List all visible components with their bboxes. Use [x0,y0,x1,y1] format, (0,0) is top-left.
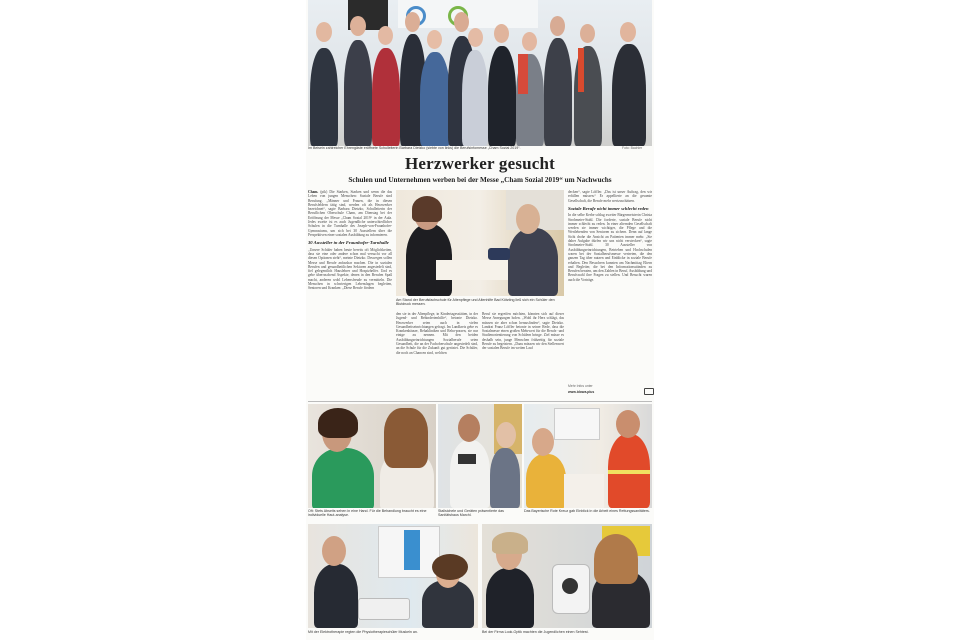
web-icon [644,388,654,395]
medical-supply-photo [438,404,522,508]
more-info-link[interactable]: www.idowa.plus [568,390,595,394]
skin-analysis-caption: Oft: Stets Abseits sehen in eine Hand. Für die Behandlung braucht es eine individuelle Haut-analyse. [308,509,427,518]
more-info-label: Mehr Infos unter [568,384,593,388]
column-4-text: decken“, sagte Löffler. „Das ist unser Auftrag, den wir erfüllen müssen.“ Er appellierte an die gesamte Gesellschaft, die Berufe mehr wertzuschätzen. [568,190,652,203]
divider [308,401,652,402]
electrotherapy-photo [308,524,478,628]
column-1-text: „Unsere Schüler haben heute bereits oft Möglichkeiten, dass sie eine oder andere schon mal versucht vor all diesen Optionen steht“, meinte Dietzko. Deswegen sollen Messe und Berufe anfassbar machen. Die in sozialen Berufen und gesundheitlichen Sektoren angesiedelt sind, fiel gelegentlich Hauslehrer und Hospizhelfer. Und es gebe überraschend Aspekte, denen in den Berufen Spaß macht, anderen wohl Lebensfreude zu vermitteln. Die Menschen in schwierigen Lebenslagen begleiten, Senioren und Kranken: „Diese Berufe fördern [308,247,392,291]
newspaper-clipping [306,0,654,640]
column-4-subhead: Soziale Berufe nicht immer schlecht reden [568,205,649,211]
eye-test-caption: Bei der Firma Look-Optik machten die Jugendlichen einen Sehtest. [482,630,589,634]
dateline: Cham. [308,190,319,194]
article-column-1 [308,190,392,400]
skin-analysis-photo [308,404,436,508]
article-column-4 [568,190,652,382]
blood-pressure-caption: Am Stand der Berufsfachschule für Altenpflege und Altenhilfe Bad Kötzting ließ sich ein Schüler den Blutdruck messen. [396,298,555,307]
subheadline: Schulen und Unternehmen werben bei der Messe „Cham Sozial 2019“ um Nachwuchs [348,176,612,184]
group-photo [308,0,652,146]
blood-pressure-photo [396,190,564,296]
electrotherapy-caption: Mit der Elektrotherapie regten die Physiotherapieschüler Muskeln an. [308,630,418,634]
article-column-3 [482,312,564,400]
lead-paragraph: (pik) Die Starken, Starken und wenn die das Leben von jungen Menschen: Soziale Berufe sind Berufung. „Männer und Frauen, die in diesen Berufsfeldern tätig sind, werden oft als Herzwerker bezeichnet“, sagte Barbara Dietzko, Schulleiterin der Beruflichen Oberschule Cham, am Dienstag bei der Eröffnung der Messe „Cham Sozial 2019“ in der Aula. Jedes zweite ist es auch Jugendliche unterschiedlicher Schulen in die Turnhalle des Joseph-von-Fraunhofer-Gymnasiums, um sich bei 30 Ausstellern über die Perspektiven einer sozialen Ausbildung zu informieren. [308,190,392,237]
medical-supply-caption: Stallsichele und Geräten präsentierte das Sanitätshaus Marchl. [438,509,504,518]
red-cross-caption: Das Bayerische Rote Kreuz gab Einblick in die Arbeit eines Rettungssanitäters. [524,509,650,513]
headline: Herzwerker gesucht [404,154,556,173]
column-4-text-2: In die selbe Kerbe schlug zweiter Bürgermeisterin Christa Strohmeier-Stahl. Die forderte, soziale Berufe nicht immer schlecht zu reden. In einer alternden Gesellschaft werden sie immer wichtiger, die Pflege und die Wertlebenden von Senioren zu sichern. Denn auf lange Sicht drohe die Ansicht an Patienten immer mehr. „Sie daher Aufgabe dürfen wir uns nicht verstecken“, sagte Strohmeier-Stahl. 30 Aussteller von Ausbildungseinrichtungen, Betrieben und Hochschulen waren bei der Sozialberufsmesse vertreten, die den ganzen Tag über nutzen und Einblicke in soziale Berufe erhalten. Den Besuchern konnten am Nachmittag Eltern und Begleiter, die bei den Informationsständen zu Berufen beraten, um den Zahlen in Beruf, Ausbildung und Berufswahl ihre Fragen zu stellen. Und Besucht waren auch die Vorträge. [568,213,652,282]
column-3-text: Beruf sie ergreifen möchten, könnten sich auf dieser Messe Anregungen holen. „Wohl ihr Herz schlägt, das müssen sie aber schon herausfinden“, sagte Dietzko. Landrat Franz Löffler betonte in seiner Rede, dass die Sozialmesse einen großen Mehrwert für die Berufs- und Studienorientierung von Schülern bringe. Ziel müsse es deshalb sein, junge Menschen frühzeitig für soziale Berufe zu begeistern. „Dazu müssen wir den Stellenwert der sozialen Berufe im weiten Lauf [482,312,564,351]
column-1-subhead: 30 Aussteller in der Fraunhofer-Turnhalle [308,240,389,246]
eye-test-photo [482,524,652,628]
top-photo-credit: Foto: Bachler [622,146,643,150]
article-column-2: den sie in der Altenpflege, in Kindertagesstätten, in der Jugend- und Behindertenhilfe“, betonte Dietzko. Herzwerker seien auch in vielen Gesundheitseinrichtungen gefragt. Im Landkreis gebe es Krankenhäuser, Rehakliniken und Reha-praxen, sie nur einige zu nennen. Mit den beiden Ausbildungseinrichtungen Sozialberufe seien Gesundheit, die an der Fachoberschule angesiedelt sind, an die Schule für die Zukunft gut gerüstet. Die Schüler, die noch an Chancen sind, welchen [396,312,478,355]
red-cross-photo [524,404,652,508]
top-photo-caption: Im Beisein zahlreicher Ehrengäste eröffnete Schulleiterin Barbara Dietzko (siebte von links) die Berufsinfomesse „Cham Sozial 2019“. [308,146,521,150]
